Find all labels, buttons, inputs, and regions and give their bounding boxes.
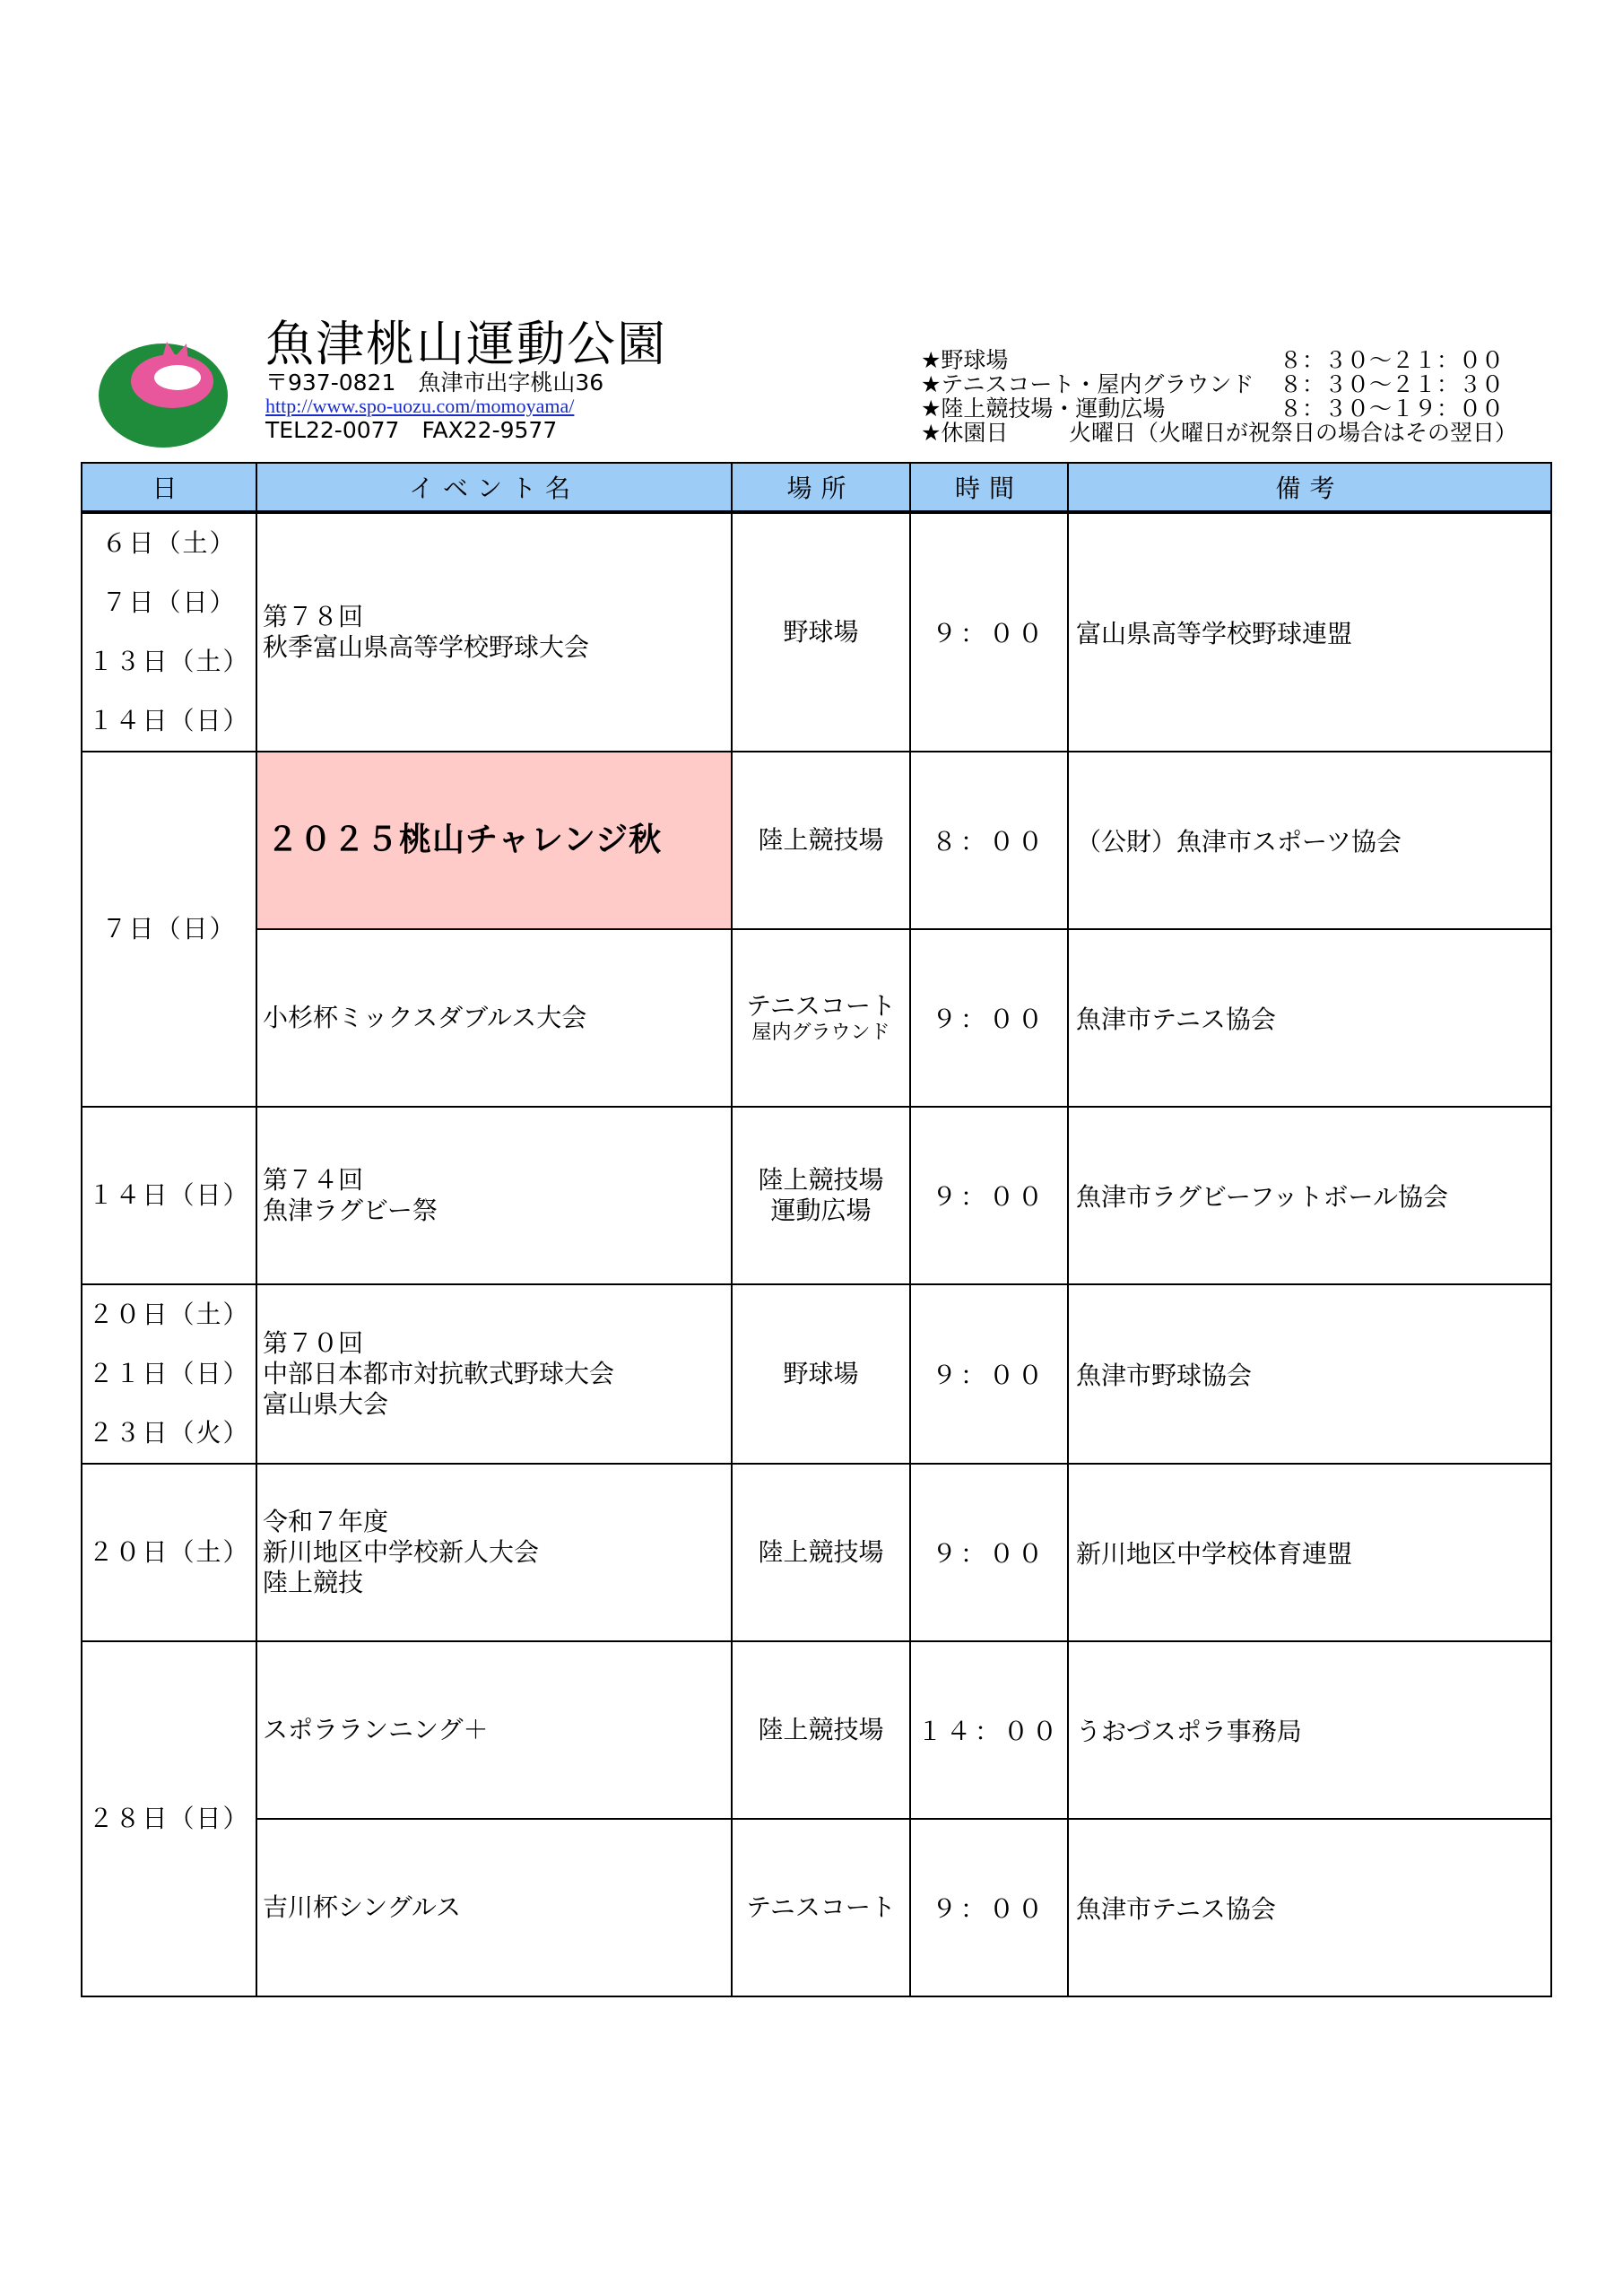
event-venue: テニスコート 屋内グラウンド [732,929,910,1107]
event-name: 吉川杯シングルス [256,1819,732,1996]
event-name: 第７０回 中部日本都市対抗軟式野球大会 富山県大会 [256,1284,732,1464]
event-date: ７日（日） [82,752,256,1107]
event-time: ９：００ [910,929,1068,1107]
event-venue: 陸上競技場 [732,752,910,929]
col-header-note: 備考 [1068,463,1551,512]
event-time: ９：００ [910,1284,1068,1464]
col-header-date: 日 [82,463,256,512]
event-date: ２０日（土） ２１日（日） ２３日（火） [82,1284,256,1464]
event-note: 魚津市野球協会 [1068,1284,1551,1464]
table-row [82,1819,1551,1996]
event-name: 第７４回 魚津ラグビー祭 [256,1107,732,1284]
org-tel-fax: TEL22-0077 FAX22-9577 [265,417,558,443]
event-schedule-table [81,462,1552,1997]
table-row [82,1107,1551,1284]
event-note: うおづスポラ事務局 [1068,1641,1551,1819]
org-url-link[interactable]: http://www.spo-uozu.com/momoyama/ [265,395,575,417]
event-date: ６日（土） ７日（日） １３日（土） １４日（日） [82,512,256,752]
event-venue: 陸上競技場 [732,1641,910,1819]
event-venue: 野球場 [732,512,910,752]
hours-row: ★野球場 ８：３０～２１：００ [921,347,1505,373]
event-name-highlighted: ２０２５桃山チャレンジ秋 [256,752,732,929]
facility-header [99,318,1533,453]
event-name: 小杉杯ミックスダブルス大会 [256,929,732,1107]
event-note: 魚津市テニス協会 [1068,929,1551,1107]
table-row [82,1641,1551,1819]
event-note: 富山県高等学校野球連盟 [1068,512,1551,752]
org-address: 〒937-0821 魚津市出字桃山36 [265,370,604,396]
event-name: 第７８回 秋季富山県高等学校野球大会 [256,512,732,752]
event-note: 魚津市ラグビーフットボール協会 [1068,1107,1551,1284]
col-header-event: イベント名 [256,463,732,512]
event-date: １４日（日） [82,1107,256,1284]
event-time: ９：００ [910,1819,1068,1996]
opening-hours [921,348,1517,445]
table-header-row [82,463,1551,512]
table-row [82,512,1551,752]
hours-row: ★陸上競技場・運動広場 ８：３０～１９：００ [921,396,1505,422]
event-note: 魚津市テニス協会 [1068,1819,1551,1996]
event-time: ９：００ [910,512,1068,752]
event-venue: テニスコート [732,1819,910,1996]
hours-row: ★テニスコート・屋内グラウンド ８：３０～２１：３０ [921,371,1505,397]
event-venue: 野球場 [732,1284,910,1464]
park-logo-icon [99,326,233,451]
event-venue: 陸上競技場 運動広場 [732,1107,910,1284]
table-row [82,929,1551,1107]
event-time: １４：００ [910,1641,1068,1819]
event-time: ９：００ [910,1464,1068,1641]
event-name: 令和７年度 新川地区中学校新人大会 陸上競技 [256,1464,732,1641]
event-name: スポラランニング＋ [256,1641,732,1819]
col-header-venue: 場所 [732,463,910,512]
table-row [82,1284,1551,1464]
event-time: ８：００ [910,752,1068,929]
event-venue: 陸上競技場 [732,1464,910,1641]
event-note: （公財）魚津市スポーツ協会 [1068,752,1551,929]
event-time: ９：００ [910,1107,1068,1284]
col-header-time: 時間 [910,463,1068,512]
event-date: ２０日（土） [82,1464,256,1641]
event-note: 新川地区中学校体育連盟 [1068,1464,1551,1641]
table-row [82,752,1551,929]
closed-day-row: ★休園日 火曜日（火曜日が祝祭日の場合はその翌日） [921,420,1518,446]
org-name: 魚津桃山運動公園 [265,316,667,372]
event-date: ２８日（日） [82,1641,256,1996]
table-row [82,1464,1551,1641]
